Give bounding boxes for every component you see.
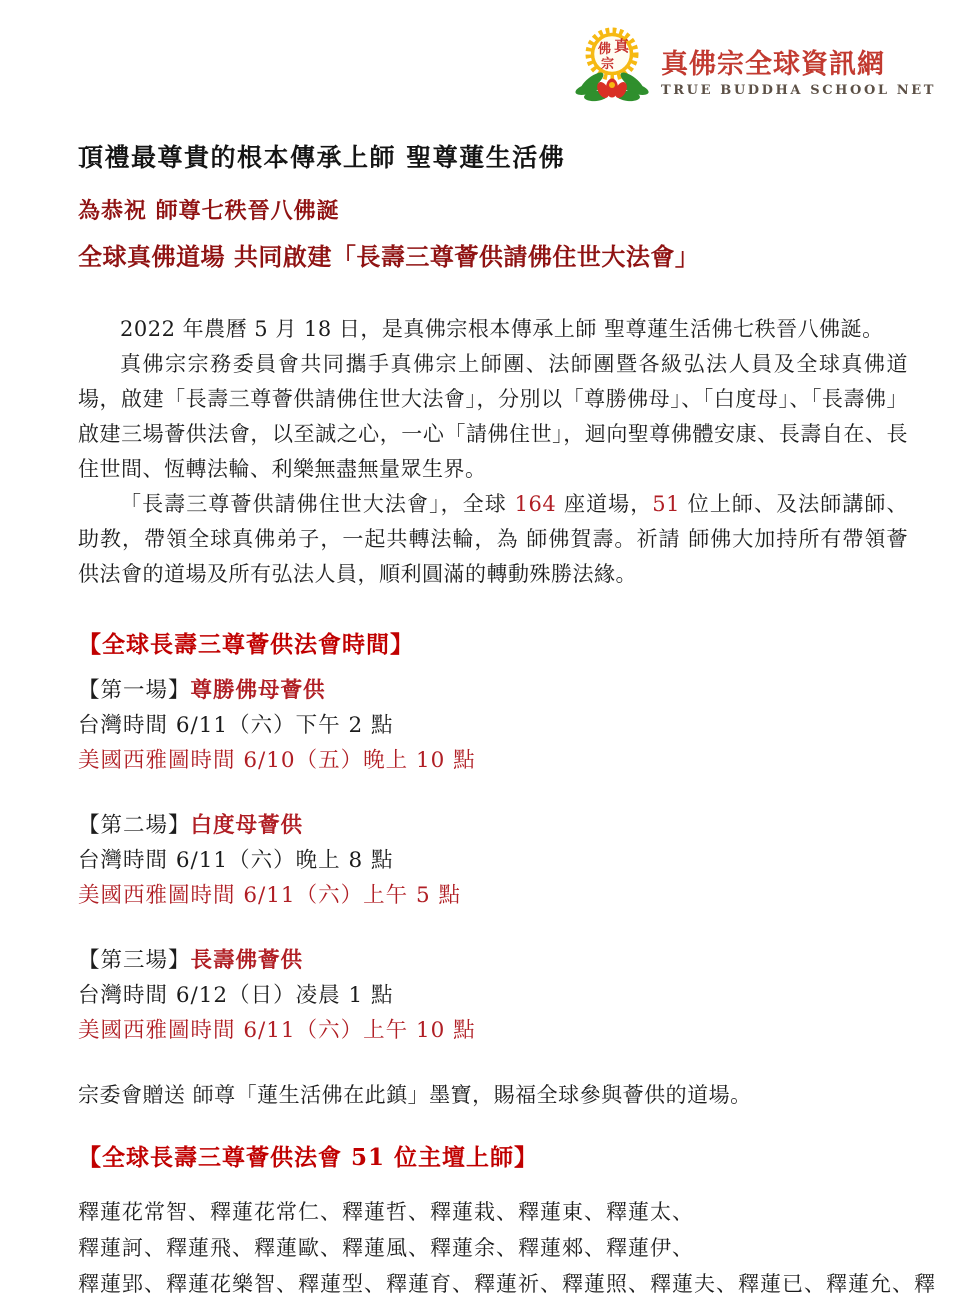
site-logo	[569, 26, 936, 116]
schedule-heading: 【全球長壽三尊薈供法會時間】	[78, 631, 414, 658]
taiwan-time: 台灣時間 6/11（六）下午 2 點	[78, 713, 394, 738]
session-label: 【第一場】	[78, 678, 191, 703]
session-block	[78, 943, 908, 1048]
schedule-sessions	[78, 673, 908, 1048]
paragraph-text: 真佛宗宗務委員會共同攜手真佛宗上師團、法師團暨各級弘法人員及全球真佛道場，啟建「長壽三尊薈供請佛住世大法會」，分別以「尊勝佛母」、「白度母」、「長壽佛」啟建三場薈供法會，以至誠之心，一心「請佛住世」，迴向聖尊佛體安康、長壽自在、長住世間、恆轉法輪、利樂無盡無量眾生界。	[78, 352, 908, 481]
masters-name-list	[78, 1194, 936, 1302]
page-title: 頂禮最尊貴的根本傳承上師 聖尊蓮生活佛	[78, 143, 566, 172]
session-label: 【第二場】	[78, 813, 191, 838]
paragraph-text: 2022 年農曆 5 月 18 日，是真佛宗根本傳承上師 聖尊蓮生活佛七秩晉八佛誕。	[120, 317, 884, 341]
lotus-sun-emblem-icon	[569, 26, 655, 116]
session-name: 白度母薈供	[190, 813, 304, 838]
svg-text:宗: 宗	[600, 57, 614, 72]
master-name-line: 釋蓮郢、釋蓮花樂智、釋蓮型、釋蓮育、釋蓮祈、釋蓮照、釋蓮夫、釋蓮已、釋蓮允、釋	[78, 1272, 936, 1296]
site-logo-text	[661, 50, 936, 98]
session-block	[78, 673, 908, 778]
body-paragraph	[78, 487, 908, 592]
seattle-time: 美國西雅圖時間 6/11（六）上午 5 點	[78, 883, 461, 908]
masters-heading: 【全球長壽三尊薈供法會 51 位主壇上師】	[78, 1144, 539, 1171]
session-name: 長壽佛薈供	[190, 948, 304, 973]
seattle-time: 美國西雅圖時間 6/11（六）上午 10 點	[78, 1018, 476, 1043]
body-paragraph	[78, 347, 908, 487]
session-block	[78, 808, 908, 913]
session-title	[78, 808, 908, 843]
session-label: 【第三場】	[78, 948, 191, 973]
session-title	[78, 943, 908, 978]
site-name-en: TRUE BUDDHA SCHOOL NET	[660, 82, 936, 98]
master-name-line: 釋蓮訶、釋蓮飛、釋蓮歐、釋蓮風、釋蓮余、釋蓮郲、釋蓮伊、	[78, 1236, 694, 1260]
svg-text:真: 真	[613, 37, 629, 55]
body-paragraph	[78, 312, 908, 347]
taiwan-time: 台灣時間 6/11（六）晚上 8 點	[78, 848, 394, 873]
master-name-line: 釋蓮花常智、釋蓮花常仁、釋蓮哲、釋蓮栽、釋蓮東、釋蓮太、	[78, 1200, 694, 1224]
session-name: 尊勝佛母薈供	[190, 678, 326, 703]
paragraph-text: 位上師、及法師講師、助教，帶領全球真佛弟子，一起共轉法輪，為 師佛賀壽。祈請 師佛大加持所有帶領薈供法會的道場及所有弘法人員，順利圓滿的轉動殊勝法緣。	[78, 492, 908, 586]
seattle-time: 美國西雅圖時間 6/10（五）晚上 10 點	[78, 748, 476, 773]
dedication-line-1: 為恭祝 師尊七秩晉八佛誕	[78, 198, 340, 224]
paragraph-text: 座道場，	[556, 492, 653, 516]
document-content	[78, 138, 936, 1302]
highlight-number: 164	[514, 492, 557, 516]
taiwan-time: 台灣時間 6/12（日）凌晨 1 點	[78, 983, 394, 1008]
article-body	[78, 312, 908, 592]
dedication-line-2: 全球真佛道場 共同啟建「長壽三尊薈供請佛住世大法會」	[78, 242, 700, 271]
gift-note: 宗委會贈送 師尊「蓮生活佛在此鎮」墨寶，賜福全球參與薈供的道場。	[78, 1083, 752, 1107]
session-title	[78, 673, 908, 708]
paragraph-text: 「長壽三尊薈供請佛住世大法會」，全球	[120, 492, 515, 516]
highlight-number: 51	[652, 492, 681, 516]
svg-text:佛: 佛	[597, 42, 611, 57]
site-name-zh: 真佛宗全球資訊網	[660, 49, 885, 80]
